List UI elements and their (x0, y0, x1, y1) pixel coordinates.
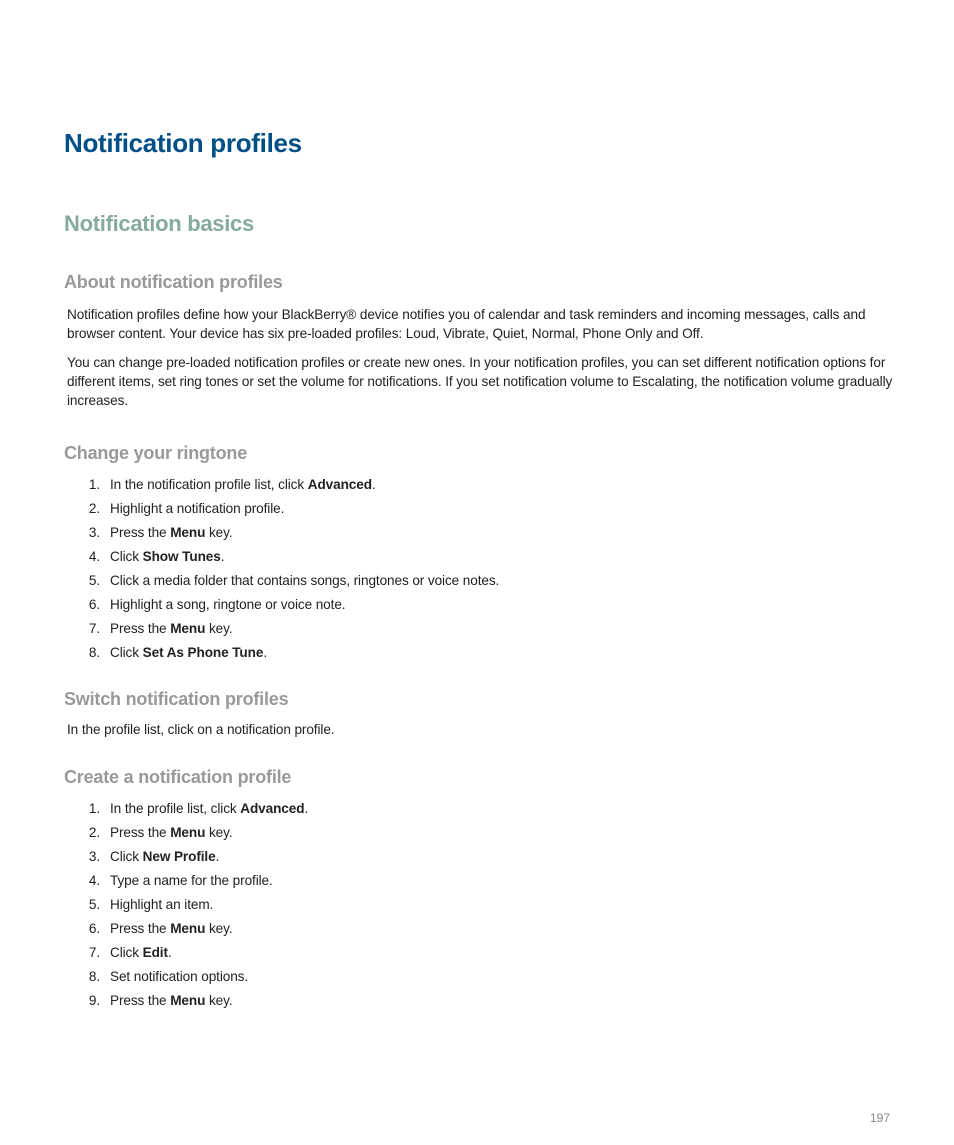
step-text-pre: Click (110, 645, 143, 660)
step-text-post: . (215, 849, 220, 864)
step-ui-label: Menu (170, 525, 206, 540)
step-text-pre: Set notification options. (110, 969, 249, 984)
step-text (110, 548, 224, 566)
step-text-pre: Press the (110, 525, 171, 540)
step-number: 5. (88, 897, 100, 912)
step-text (110, 644, 267, 662)
step-number: 2. (88, 825, 100, 840)
step-number: 9. (88, 993, 100, 1008)
step-number: 4. (88, 873, 100, 888)
step-number: 3. (88, 849, 100, 864)
step-ui-label: Edit (142, 945, 168, 960)
switch-paragraph: In the profile list, click on a notification profile. (67, 722, 335, 737)
step-ui-label: Menu (170, 993, 206, 1008)
step-text-post: . (371, 477, 376, 492)
step-text-pre: Press the (110, 825, 171, 840)
step-text-post: . (263, 645, 267, 660)
step-text (110, 920, 233, 938)
step-text (110, 596, 345, 614)
step-text-pre: Click (110, 945, 143, 960)
step-text-post: key. (205, 921, 233, 936)
create-heading: Create a notification profile (64, 767, 292, 787)
about-heading: About notification profiles (64, 272, 283, 292)
step-text (110, 944, 172, 962)
page-number: 197 (870, 1111, 891, 1125)
step-text-pre: In the notification profile list, click (110, 477, 308, 492)
section-heading: Notification basics (64, 211, 254, 236)
step-text-pre: Press the (110, 993, 171, 1008)
step-text (110, 896, 213, 914)
step-ui-label: Menu (170, 921, 206, 936)
step-text (110, 968, 248, 986)
step-text (110, 992, 233, 1010)
step-text (110, 800, 308, 818)
step-text-pre: Press the (110, 921, 171, 936)
step-number: 7. (88, 621, 100, 636)
step-text-pre: Highlight a notification profile. (110, 501, 285, 516)
step-text-post: . (167, 945, 172, 960)
step-number: 3. (88, 525, 100, 540)
step-text (110, 476, 376, 494)
step-text-pre: Type a name for the profile. (110, 873, 273, 888)
ringtone-heading: Change your ringtone (64, 443, 248, 463)
step-text-pre: Highlight a song, ringtone or voice note. (110, 597, 346, 612)
switch-heading: Switch notification profiles (64, 689, 289, 709)
step-number: 6. (88, 921, 100, 936)
step-number: 1. (88, 477, 100, 492)
step-text (110, 620, 233, 638)
page-title: Notification profiles (64, 128, 302, 158)
about-paragraph-1: Notification profiles define how your BlackBerry® device notifies you of calendar and task reminders and incoming messages, calls and browser content. Your device has six pre-loaded profiles: Loud, Vibrate, Quiet, Normal, Phone Only and Off. (67, 307, 866, 341)
step-ui-label: Menu (170, 621, 206, 636)
step-text-pre: Click (110, 849, 143, 864)
step-text (110, 524, 233, 542)
step-ui-label: Advanced (307, 477, 372, 492)
step-ui-label: New Profile (142, 849, 216, 864)
step-ui-label: Menu (170, 825, 206, 840)
step-ui-label: Set As Phone Tune (142, 645, 264, 660)
step-text (110, 848, 219, 866)
step-number: 8. (88, 645, 100, 660)
step-text-post: . (304, 801, 309, 816)
step-text-post: . (220, 549, 225, 564)
step-ui-label: Show Tunes (142, 549, 221, 564)
step-number: 7. (88, 945, 100, 960)
step-text (110, 572, 499, 590)
step-text (110, 824, 233, 842)
step-number: 8. (88, 969, 100, 984)
step-text-post: key. (205, 621, 233, 636)
step-number: 2. (88, 501, 100, 516)
step-number: 6. (88, 597, 100, 612)
step-text-post: key. (205, 525, 233, 540)
step-number: 1. (88, 801, 100, 816)
step-text-post: key. (205, 993, 233, 1008)
step-text-pre: Press the (110, 621, 171, 636)
step-number: 5. (88, 573, 100, 588)
step-text (110, 872, 273, 890)
step-text-pre: In the profile list, click (110, 801, 241, 816)
about-paragraph-2: You can change pre-loaded notification profiles or create new ones. In your notification profiles, you can set different notification options for different items, set ring tones or set the volume for notifications. If you set notification volume to Escalating, the notification volume gradually increases. (67, 355, 893, 408)
step-ui-label: Advanced (240, 801, 305, 816)
step-text-pre: Click a media folder that contains songs, ringtones or voice notes. (110, 573, 500, 588)
step-number: 4. (88, 549, 100, 564)
step-text-post: key. (205, 825, 233, 840)
step-text-pre: Highlight an item. (110, 897, 214, 912)
step-text-pre: Click (110, 549, 143, 564)
step-text (110, 500, 284, 518)
